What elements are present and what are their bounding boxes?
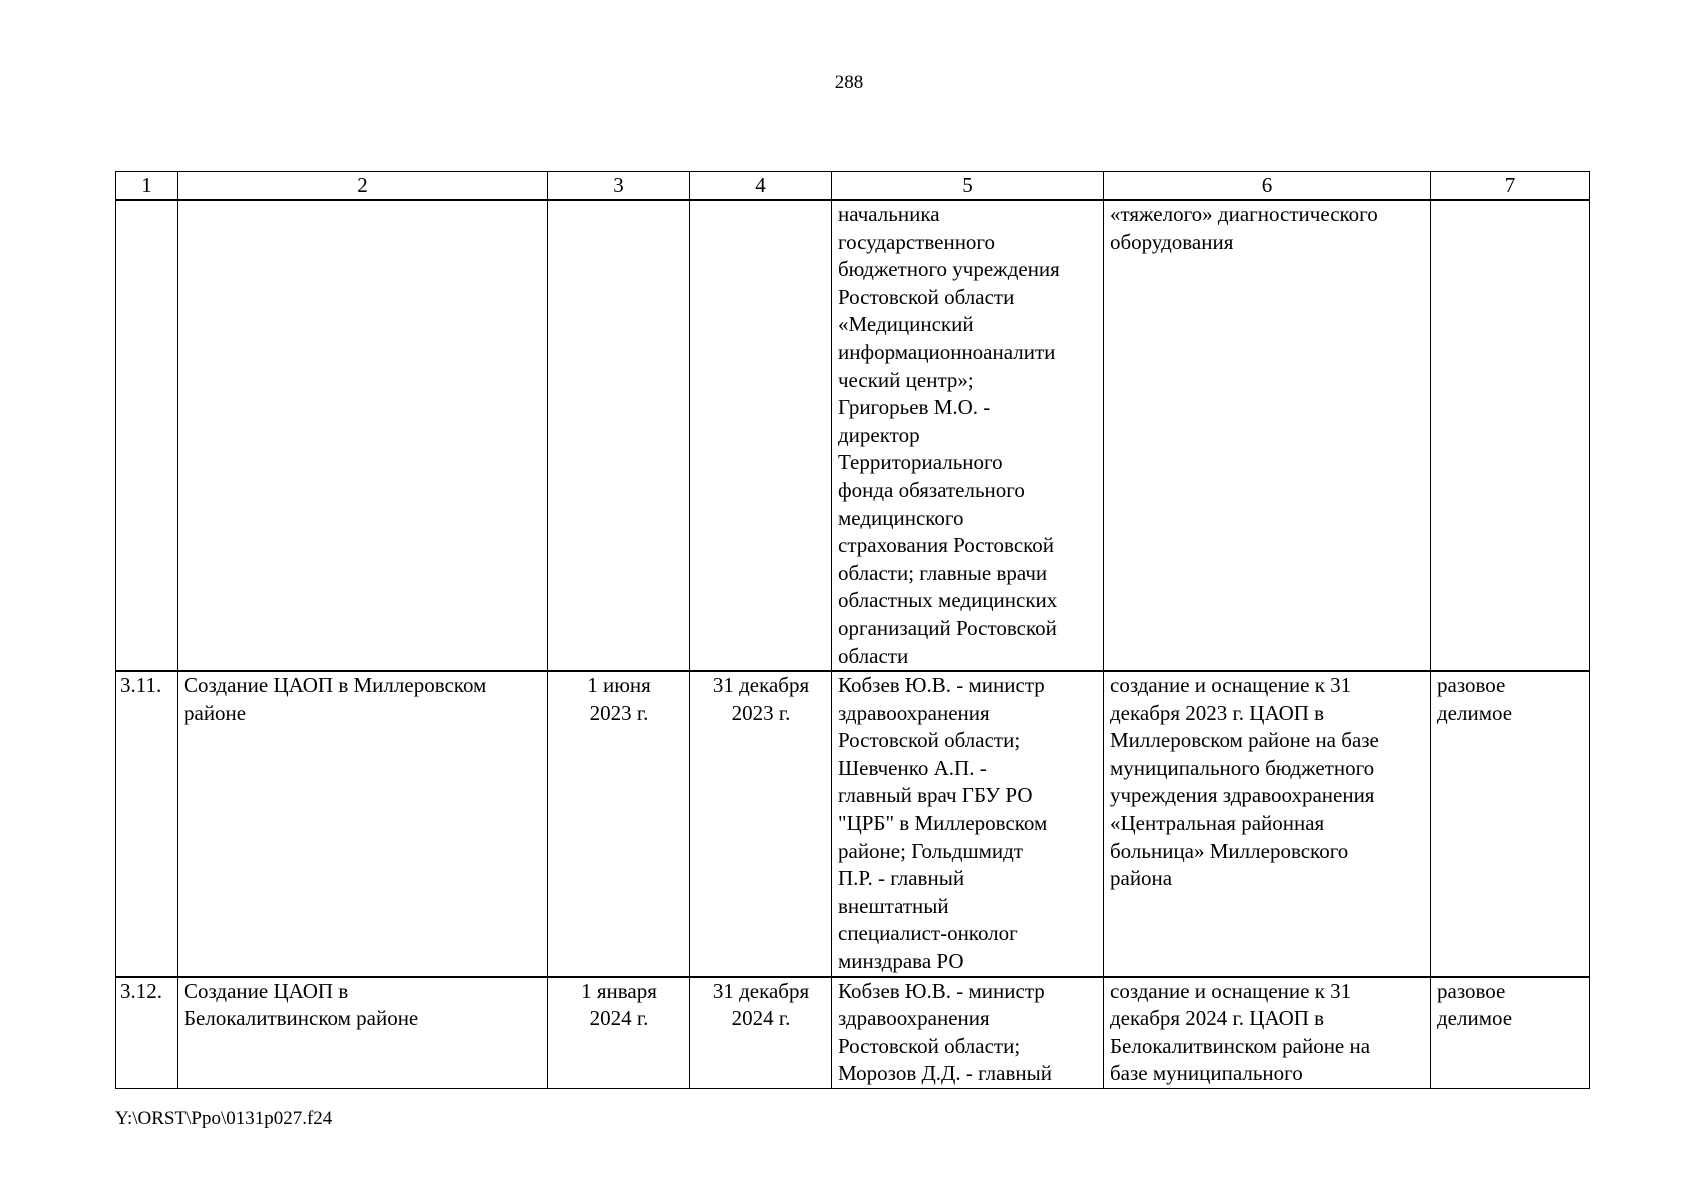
column-header-5: 5 <box>832 172 1104 201</box>
end-date-cell <box>690 200 832 671</box>
result-cell: создание и оснащение к 31 декабря 2024 г. ЦАОП в Белокалитвинском районе на базе муниципального <box>1104 977 1431 1089</box>
measure-name-cell <box>178 200 548 671</box>
result-type-cell: разовое делимое <box>1431 671 1590 977</box>
column-header-4: 4 <box>690 172 832 201</box>
column-header-7: 7 <box>1431 172 1590 201</box>
table-header-row <box>116 172 1590 201</box>
document-table <box>115 171 1590 1089</box>
result-type-cell: разовое делимое <box>1431 977 1590 1089</box>
result-type-cell <box>1431 200 1590 671</box>
result-cell: создание и оснащение к 31 декабря 2023 г. ЦАОП в Миллеровском районе на базе муниципального бюджетного учреждения здравоохранения «Центральная районная больница» Миллеровского района <box>1104 671 1431 977</box>
measure-name-cell: Создание ЦАОП в Белокалитвинском районе <box>178 977 548 1089</box>
start-date-cell: 1 июня 2023 г. <box>548 671 690 977</box>
start-date-cell: 1 января 2024 г. <box>548 977 690 1089</box>
responsible-cell: Кобзев Ю.В. - министр здравоохранения Ростовской области; Шевченко А.П. - главный врач ГБУ РО "ЦРБ" в Миллеровском районе; Гольдшмидт П.Р. - главный внештатный специалист-онколог минздрава РО <box>832 671 1104 977</box>
column-header-3: 3 <box>548 172 690 201</box>
measure-name-cell: Создание ЦАОП в Миллеровском районе <box>178 671 548 977</box>
table-row <box>116 671 1590 977</box>
row-number-cell: 3.11. <box>116 671 178 977</box>
page-number: 288 <box>834 72 864 93</box>
column-header-2: 2 <box>178 172 548 201</box>
row-number-cell <box>116 200 178 671</box>
file-path-footer: Y:\ORST\Ppo\0131p027.f24 <box>115 1108 333 1129</box>
result-cell: «тяжелого» диагностического оборудования <box>1104 200 1431 671</box>
end-date-cell: 31 декабря 2023 г. <box>690 671 832 977</box>
table-row <box>116 977 1590 1089</box>
responsible-cell: Кобзев Ю.В. - министр здравоохранения Ростовской области; Морозов Д.Д. - главный <box>832 977 1104 1089</box>
start-date-cell <box>548 200 690 671</box>
row-number-cell: 3.12. <box>116 977 178 1089</box>
table-row <box>116 200 1590 671</box>
end-date-cell: 31 декабря 2024 г. <box>690 977 832 1089</box>
column-header-6: 6 <box>1104 172 1431 201</box>
column-header-1: 1 <box>116 172 178 201</box>
responsible-cell: начальника государственного бюджетного учреждения Ростовской области «Медицинский информационноаналити ческий центр»; Григорьев М.О. - директор Территориального фонда обязательного медицинского страхования Ростовской области; главные врачи областных медицинских организаций Ростовской области <box>832 200 1104 671</box>
